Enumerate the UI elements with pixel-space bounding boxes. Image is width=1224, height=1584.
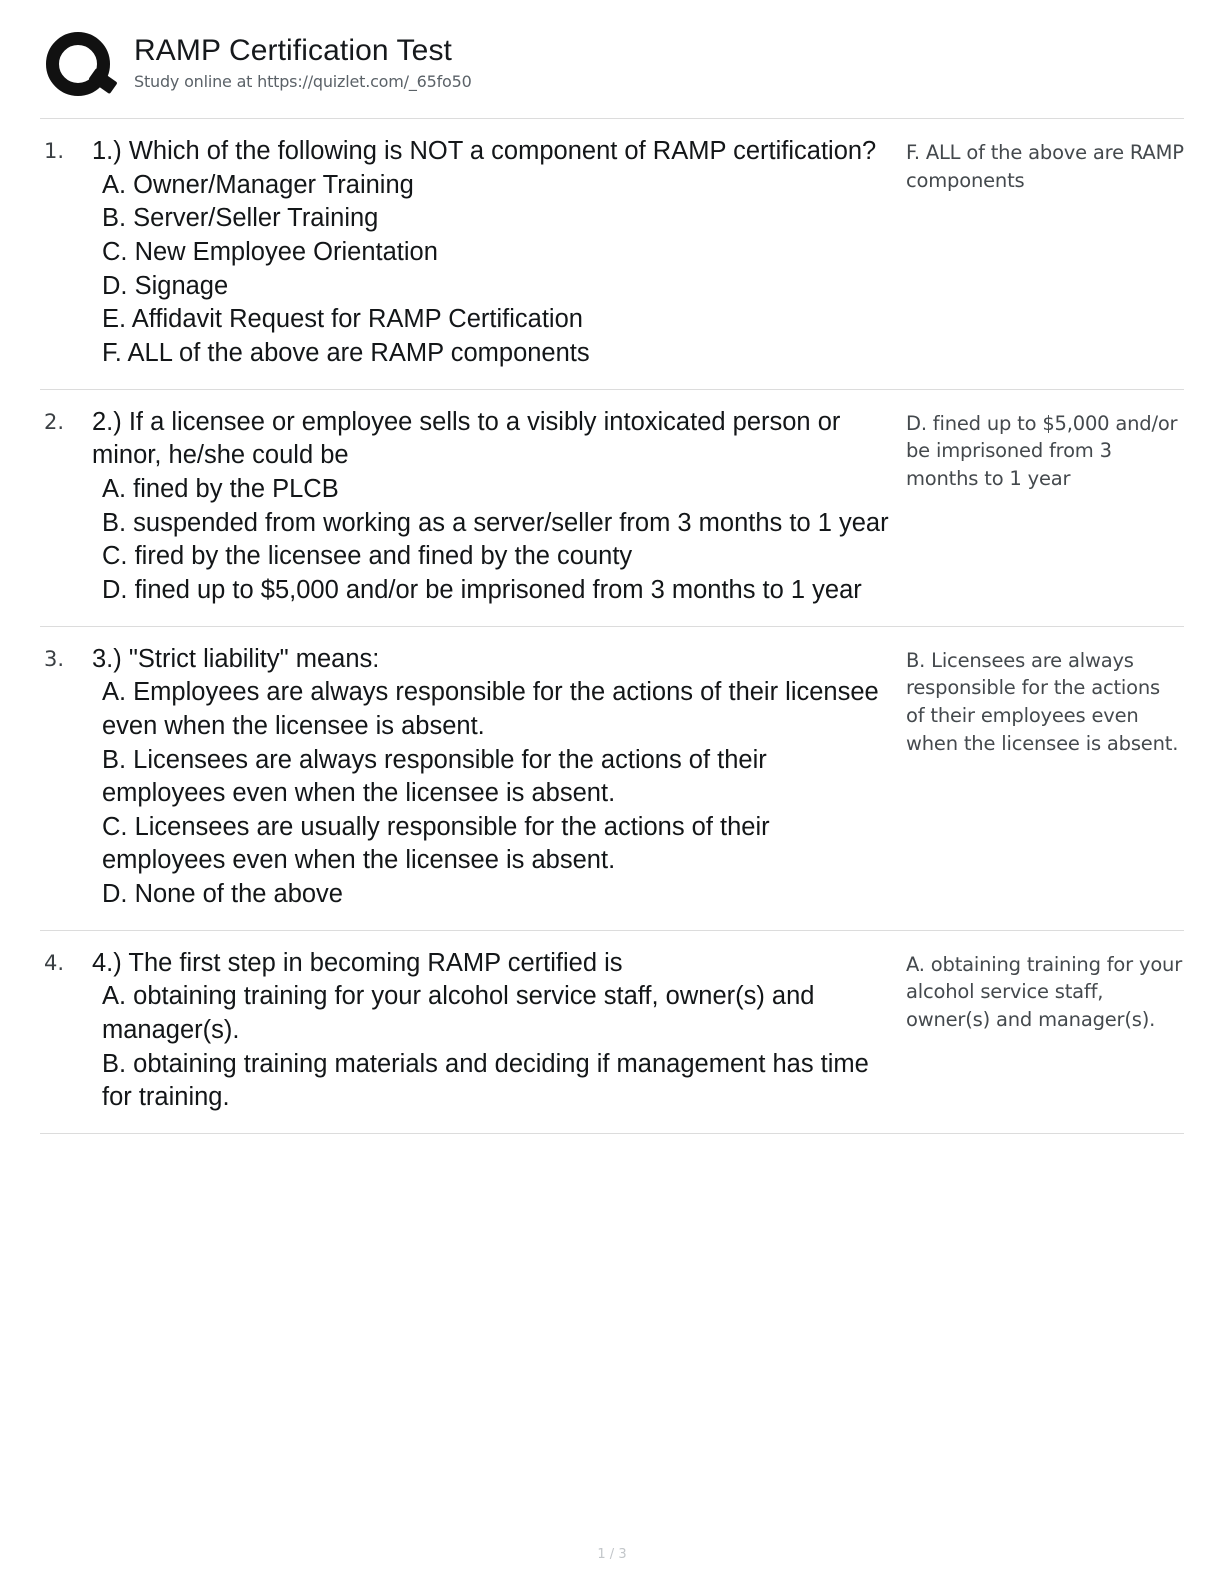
option-item: A. Owner/Manager Training [102,170,414,199]
question-number: 4. [44,950,65,975]
header-text-block [128,30,472,91]
question-prompt: 1.) Which of the following is NOT a component of RAMP certification? [92,137,877,165]
option-item: C. Licensees are usually responsible for the actions of their employees even when the licensee is absent. [102,812,770,875]
option-item: D. None of the above [102,880,343,909]
question-row [40,627,1184,931]
option-item: B. suspended from working as a server/seller from 3 months to 1 year [102,508,889,537]
answer-text: F. ALL of the above are RAMP components [906,141,1184,192]
option-item: D. Signage [102,271,229,300]
question-number: 2. [44,409,65,434]
option-item: A. Employees are always responsible for the actions of their licensee even when the licensee is absent. [102,678,879,740]
option-item: B. Licensees are always responsible for the actions of their employees even when the licensee is absent. [102,745,767,808]
study-link[interactable]: Study online at https://quizlet.com/_65fo50 [134,71,472,91]
question-options [92,169,894,371]
option-item: A. fined by the PLCB [102,474,339,503]
option-item: D. fined up to $5,000 and/or be imprisoned from 3 months to 1 year [102,575,862,604]
page-footer: 1 / 3 [597,1547,627,1562]
question-prompt: 2.) If a licensee or employee sells to a visibly intoxicated person or minor, he/she could be [92,407,841,470]
question-prompt: 4.) The first step in becoming RAMP certified is [92,948,623,977]
question-body [92,135,902,371]
quizlet-q-icon [42,28,128,108]
option-item: E. Affidavit Request for RAMP Certification [102,305,583,334]
question-number: 1. [44,139,65,163]
option-item: B. obtaining training materials and deciding if management has time for training. [102,1049,869,1112]
option-item: B. Server/Seller Training [102,204,379,233]
question-row [40,931,1184,1134]
question-body [92,406,902,608]
question-options [92,676,894,912]
page-title: RAMP Certification Test [134,34,452,67]
question-body [92,643,902,912]
answer-text: A. obtaining training for your alcohol service staff, owner(s) and manager(s). [906,952,1183,1032]
answer-text: D. fined up to $5,000 and/or be imprisoned from 3 months to 1 year [906,411,1178,490]
option-item: F. ALL of the above are RAMP components [102,338,590,367]
question-body [92,947,902,1115]
option-item: C. fired by the licensee and fined by the county [102,542,633,571]
option-item: A. obtaining training for your alcohol service staff, owner(s) and manager(s). [102,982,815,1045]
answer-text: B. Licensees are always responsible for the actions of their employees even when the licensee is absent. [906,648,1179,755]
option-item: C. New Employee Orientation [102,237,438,266]
question-row [40,119,1184,390]
document-header [40,24,1184,119]
question-options [92,473,894,608]
question-number: 3. [44,646,65,671]
question-options [92,980,894,1115]
question-prompt: 3.) "Strict liability" means: [92,644,380,673]
question-row [40,390,1184,627]
